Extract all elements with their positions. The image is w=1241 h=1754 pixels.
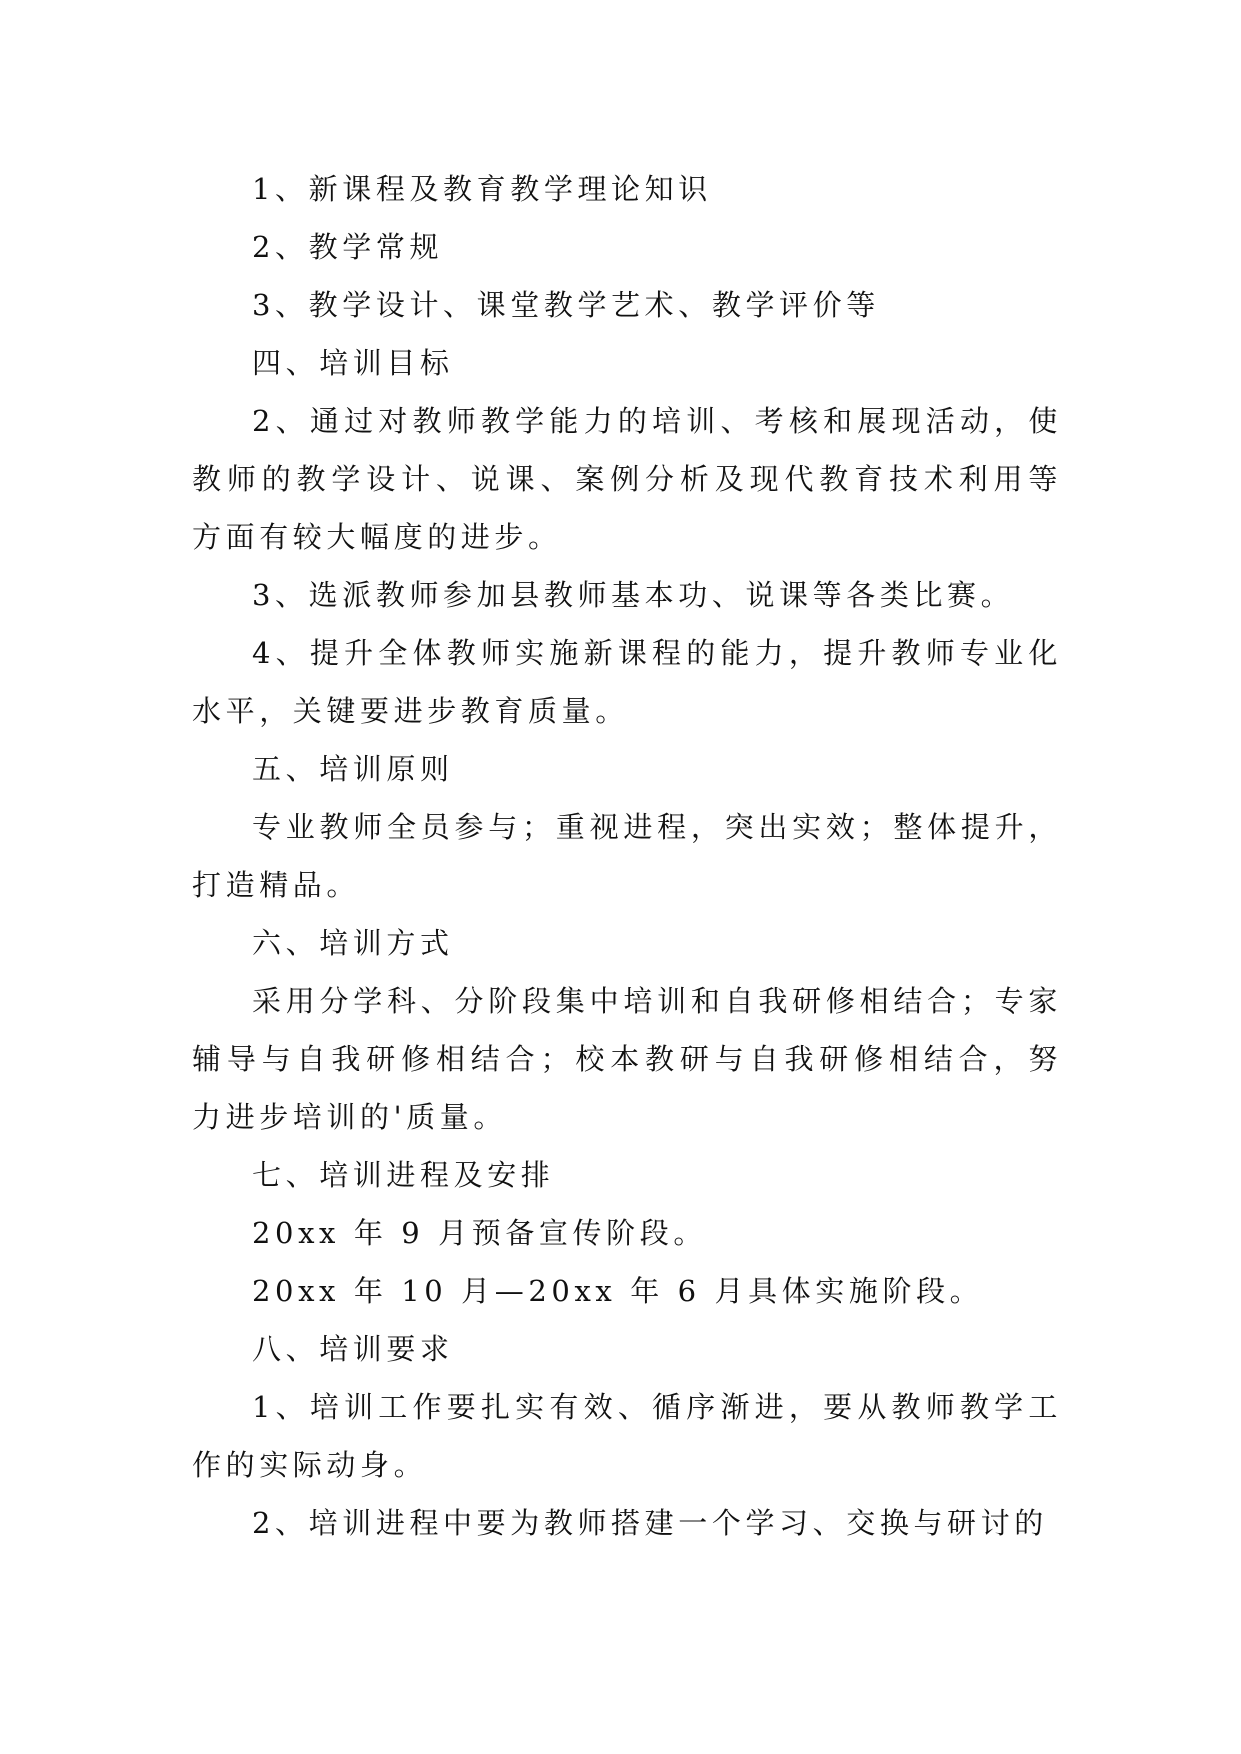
schedule-item: 20xx 年 9 月预备宣传阶段。 xyxy=(252,1216,707,1250)
section-heading: 五、培训原则 xyxy=(252,752,454,786)
list-item: 2、通过对教师教学能力的培训、考核和展现活动，使教师的教学设计、说课、案例分析及现代教育技术利用等方面有较大幅度的进步。 xyxy=(192,404,1062,554)
list-item: 2、培训进程中要为教师搭建一个学习、交换与研讨的 xyxy=(252,1506,1048,1540)
list-item: 4、提升全体教师实施新课程的能力，提升教师专业化水平，关键要进步教育质量。 xyxy=(192,636,1062,728)
list-item: 2、教学常规 xyxy=(252,230,444,264)
section-heading: 八、培训要求 xyxy=(252,1332,454,1366)
section-heading: 四、培训目标 xyxy=(252,346,454,380)
schedule-item: 20xx 年 10 月—20xx 年 6 月具体实施阶段。 xyxy=(252,1274,984,1308)
section-heading: 六、培训方式 xyxy=(252,926,454,960)
list-item: 1、新课程及教育教学理论知识 xyxy=(252,172,712,206)
body-paragraph: 专业教师全员参与；重视进程，突出实效；整体提升，打造精品。 xyxy=(192,810,1062,902)
section-heading: 七、培训进程及安排 xyxy=(252,1158,555,1192)
list-item: 3、教学设计、课堂教学艺术、教学评价等 xyxy=(252,288,880,322)
list-item: 1、培训工作要扎实有效、循序渐进，要从教师教学工作的实际动身。 xyxy=(192,1390,1062,1482)
body-paragraph: 采用分学科、分阶段集中培训和自我研修相结合；专家辅导与自我研修相结合；校本教研与自我研修相结合，努力进步培训的'质量。 xyxy=(192,984,1062,1134)
list-item: 3、选派教师参加县教师基本功、说课等各类比赛。 xyxy=(252,578,1015,612)
document-body xyxy=(192,160,1062,1552)
